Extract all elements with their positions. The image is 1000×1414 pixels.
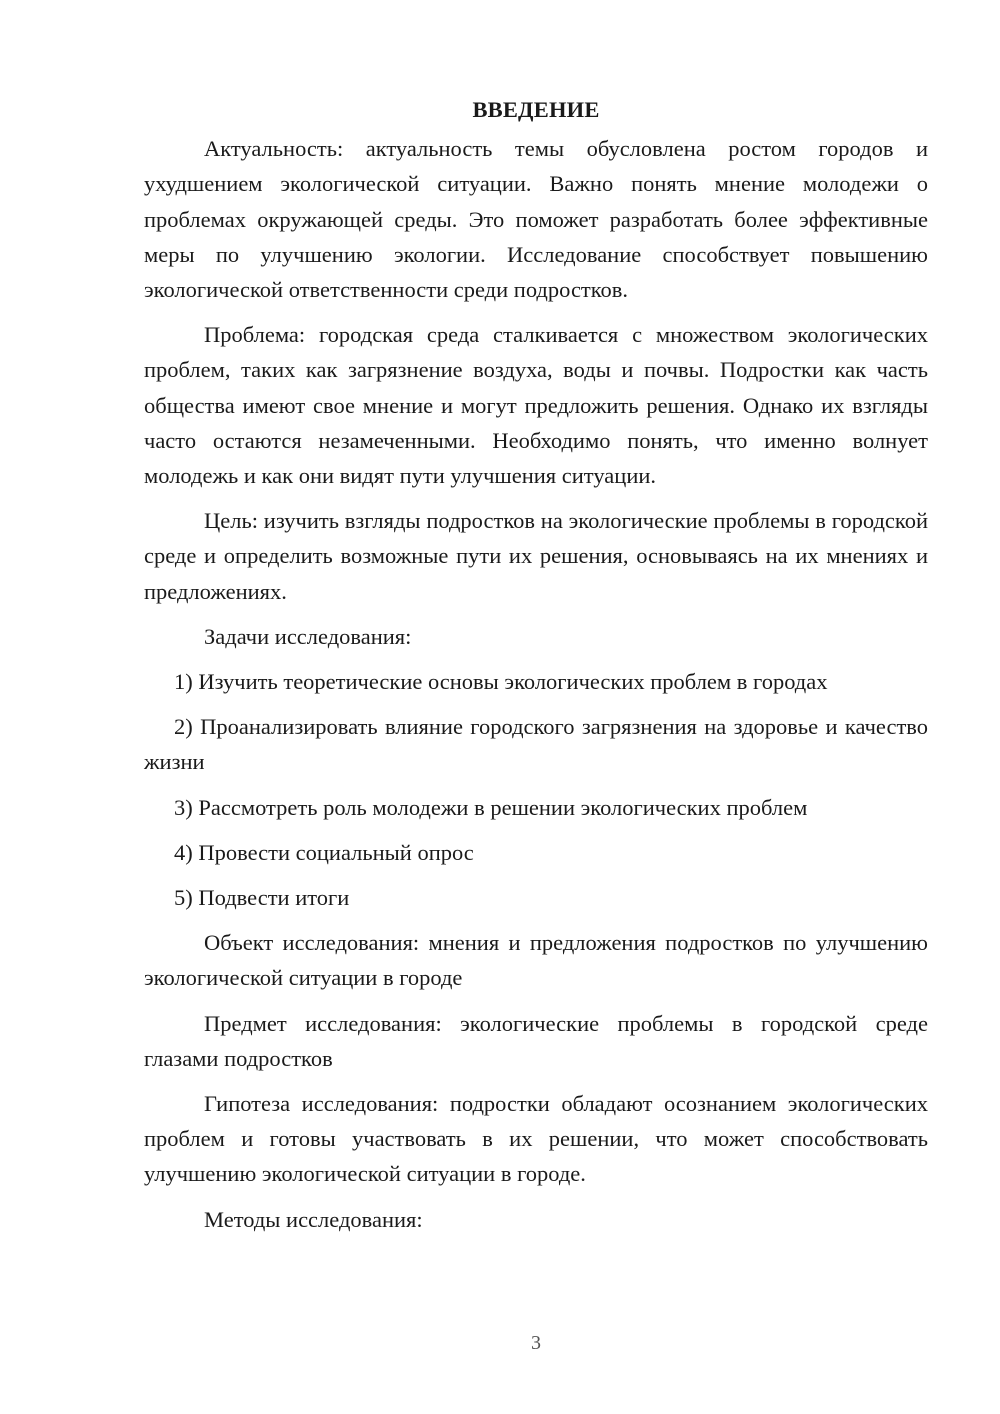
task-item: 3) Рассмотреть роль молодежи в решении экологических проблем [174,794,808,820]
section-heading: ВВЕДЕНИЕ [472,97,600,122]
goal-paragraph: Цель: изучить взгляды подростков на экологические проблемы в городской среде и определить возможные пути их решения, основываясь на их мнениях и предложениях. [144,508,928,604]
tasks-title: Задачи исследования: [204,623,412,649]
methods-title: Методы исследования: [204,1206,423,1232]
task-item: 4) Провести социальный опрос [174,839,474,865]
relevance-paragraph: Актуальность: актуальность темы обусловлена ростом городов и ухудшением экологической ситуации. Важно понять мнение молодежи о проблемах окружающей среды. Это поможет разработать более эффективные меры по улучшению экологии. Исследование способствует повышению экологической ответственности среди подростков. [144,136,928,303]
object-paragraph: Объект исследования: мнения и предложения подростков по улучшению экологической ситуации в городе [144,930,928,991]
task-item: 2) Проанализировать влияние городского загрязнения на здоровье и качество жизни [144,714,928,775]
task-item: 5) Подвести итоги [174,885,350,911]
subject-paragraph: Предмет исследования: экологические проблемы в городской среде глазами подростков [144,1010,928,1071]
problem-paragraph: Проблема: городская среда сталкивается с множеством экологических проблем, таких как загрязнение воздуха, воды и почвы. Подростки как часть общества имеют свое мнение и могут предложить решения. Однако их взгляды часто остаются незамеченными. Необходимо понять, что именно волнует молодежь и как они видят пути улучшения ситуации. [144,322,928,489]
hypothesis-paragraph: Гипотеза исследования: подростки обладают осознанием экологических проблем и готовы участвовать в их решении, что может способствовать улучшению экологической ситуации в городе. [144,1091,928,1187]
page-number: 3 [531,1332,541,1354]
task-item: 1) Изучить теоретические основы экологических проблем в городах [174,669,828,695]
page-content [144,92,928,1247]
